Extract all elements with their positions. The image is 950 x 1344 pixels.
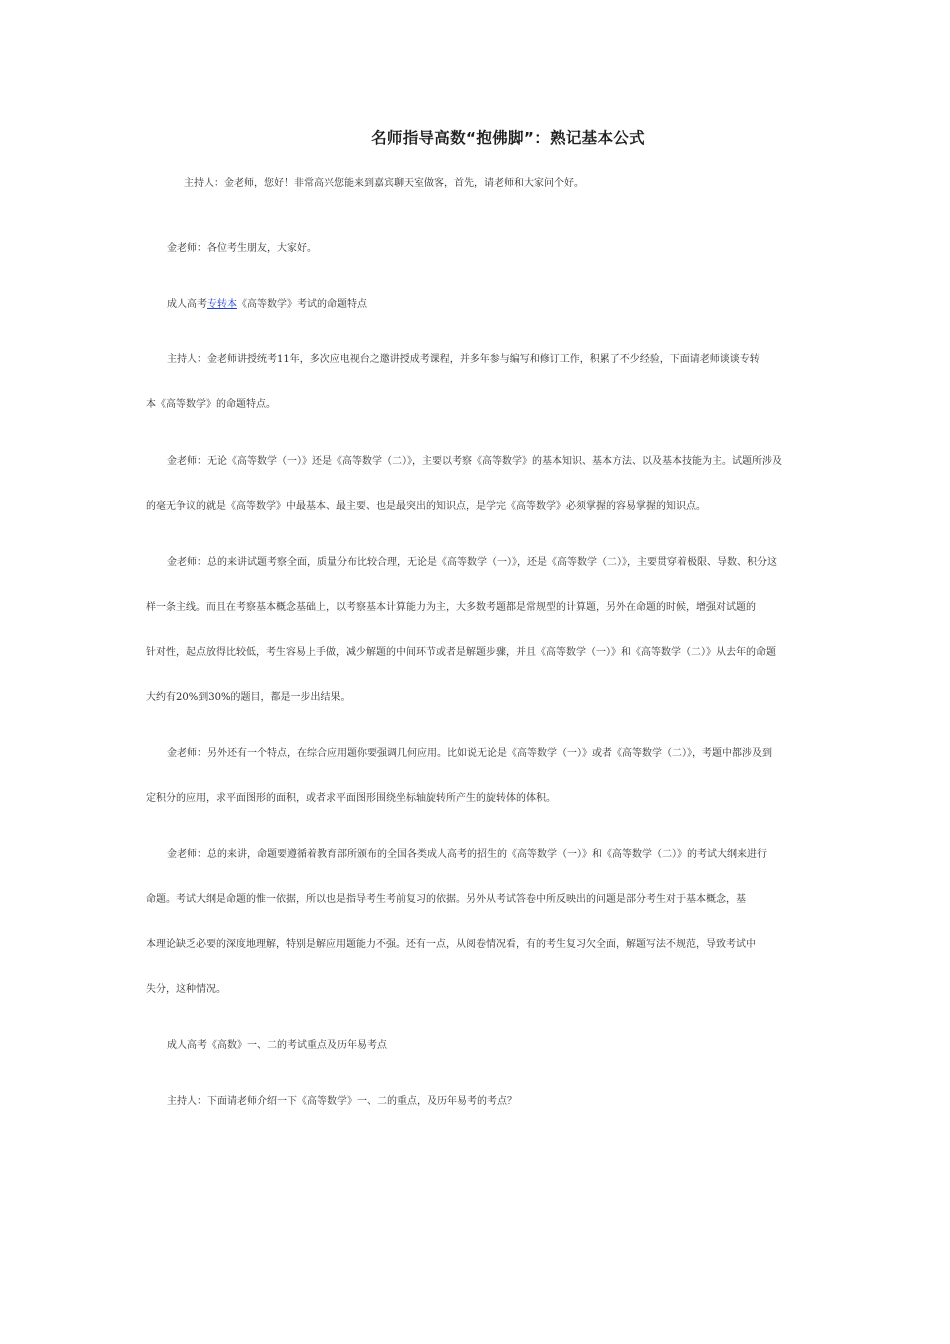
zhuanzhuanben-link[interactable]: 专转本 — [207, 299, 237, 310]
heading-text-before: 成人高考 — [167, 299, 207, 310]
text-line: 成人高考《高数》一、二的考试重点及历年易考点 — [167, 1040, 387, 1051]
section-heading-exam-features — [146, 282, 808, 327]
text-line: 金老师：另外还有一个特点，在综合应用题你要强调几何应用。比如说无论是《高等数学（一）》或者《高等数学（二）》，考题中都涉及到 — [167, 748, 772, 759]
paragraph-teacher-overview — [146, 540, 808, 720]
text-line: 的毫无争议的就是《高等数学》中最基本、最主要、也是最突出的知识点，是学完《高等数学》必须掌握的容易掌握的知识点。 — [146, 501, 706, 512]
paragraph-teacher-greeting — [146, 226, 808, 271]
text-line: 命题。考试大纲是命题的惟一依据，所以也是指导考生考前复习的依据。另外从考试答卷中所反映出的问题是部分考生对于基本概念，基 — [146, 894, 746, 905]
text-line: 金老师：无论《高等数学（一）》还是《高等数学（二）》，主要以考察《高等数学》的基本知识、基本方法、以及基本技能为主。试题所涉及 — [167, 456, 782, 467]
text-line: 金老师：总的来讲，命题要遵循着教育部所颁布的全国各类成人高考的招生的《高等数学（一）》和《高等数学（二）》的考试大纲来进行 — [167, 849, 767, 860]
page-title: 名师指导高数“抱佛脚”：熟记基本公式 — [371, 129, 645, 147]
heading-text-after: 《高等数学》考试的命题特点 — [237, 299, 367, 310]
text-line: 主持人：下面请老师介绍一下《高等数学》一、二的重点，及历年易考的考点？ — [167, 1096, 517, 1107]
text-line: 金老师：各位考生朋友，大家好。 — [167, 243, 317, 254]
text-line: 样一条主线。而且在考察基本概念基础上，以考察基本计算能力为主，大多数考题都是常规型的计算题，另外在命题的时候，增强对试题的 — [146, 602, 756, 613]
text-line: 主持人：金老师，您好！非常高兴您能来到嘉宾聊天室做客，首先，请老师和大家问个好。 — [184, 178, 584, 189]
text-line: 针对性，起点放得比较低，考生容易上手做，减少解题的中间环节或者是解题步骤，并且《高等数学（一）》和《高等数学（二）》从去年的命题 — [146, 647, 776, 658]
paragraph-host-key-points — [146, 1079, 808, 1124]
paragraph-teacher-basics — [146, 439, 808, 529]
text-line: 失分，这种情况。 — [146, 984, 226, 995]
text-line: 本《高等数学》的命题特点。 — [146, 399, 276, 410]
text-line: 主持人：金老师讲授统考11年，多次应电视台之邀讲授成考课程，并多年参与编写和修订工作，积累了不少经验，下面请老师谈谈专转 — [167, 354, 760, 365]
text-line: 定积分的应用，求平面图形的面积，或者求平面图形围绕坐标轴旋转所产生的旋转体的体积。 — [146, 793, 556, 804]
text-line: 本理论缺乏必要的深度地理解，特别是解应用题能力不强。还有一点，从阅卷情况看，有的考生复习欠全面，解题写法不规范，导致考试中 — [146, 939, 756, 950]
paragraph-teacher-syllabus — [146, 832, 808, 1012]
text-line: 大约有20%到30%的题目，都是一步出结果。 — [146, 692, 351, 703]
text-line — [146, 282, 808, 327]
paragraph-teacher-geometry — [146, 731, 808, 821]
text-line: 金老师：总的来讲试题考察全面，质量分布比较合理，无论是《高等数学（一）》，还是《高等数学（二）》，主要贯穿着极限、导数、积分这 — [167, 557, 777, 568]
paragraph-host-greeting — [146, 161, 808, 206]
section-heading-key-points — [146, 1023, 808, 1068]
paragraph-host-question-features — [146, 337, 808, 427]
